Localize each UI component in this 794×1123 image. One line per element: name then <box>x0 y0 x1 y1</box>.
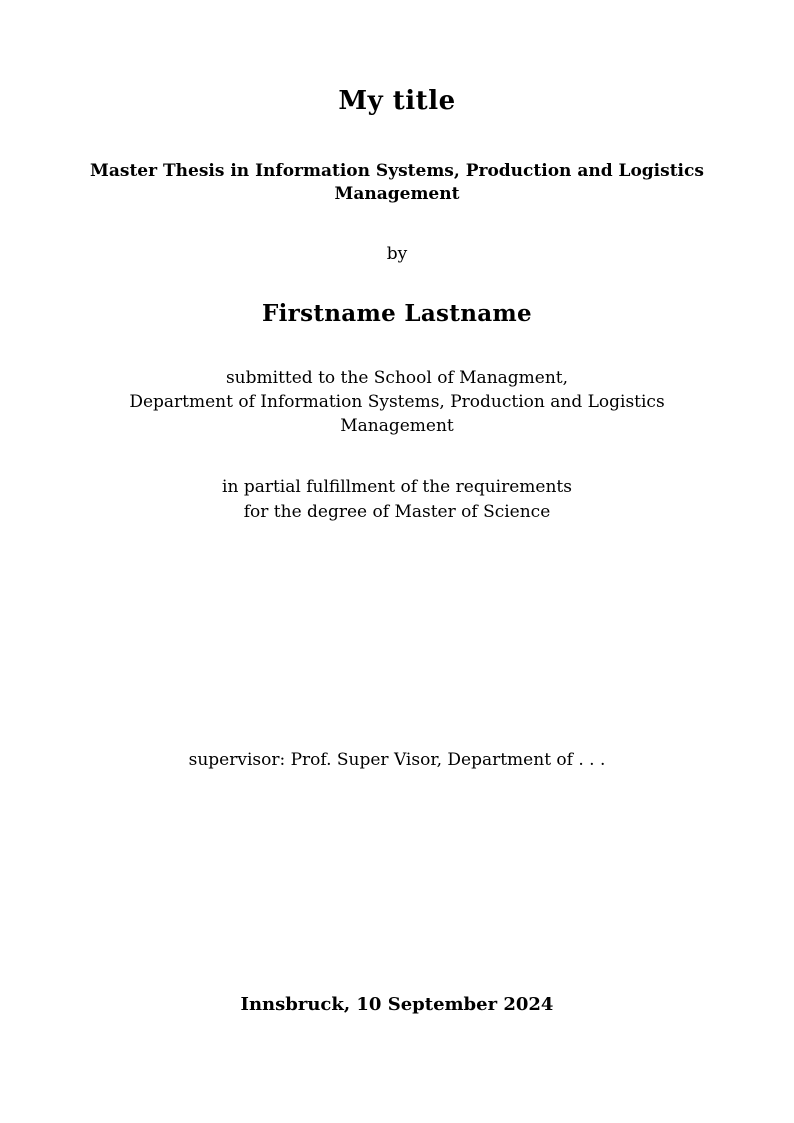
submission-statement <box>0 366 794 438</box>
byline: by <box>386 244 408 264</box>
submission-statement-line: Department of Information Systems, Production and Logistics <box>129 392 665 412</box>
degree-statement-line: in partial fulfillment of the requirements <box>222 477 572 497</box>
submission-statement-line: Management <box>340 416 454 436</box>
thesis-subtitle-line: Master Thesis in Information Systems, Production and Logistics <box>90 161 704 181</box>
thesis-subtitle-line: Management <box>334 184 460 204</box>
place-date-line: Innsbruck, 10 September 2024 <box>240 994 554 1015</box>
thesis-subtitle <box>0 160 794 206</box>
page-title: My title <box>338 86 456 116</box>
degree-statement <box>0 475 794 525</box>
author-name: Firstname Lastname <box>261 300 532 327</box>
degree-statement-line: for the degree of Master of Science <box>243 502 551 522</box>
supervisor-line: supervisor: Prof. Super Visor, Department of . . . <box>188 750 606 770</box>
submission-statement-line: submitted to the School of Managment, <box>225 368 569 388</box>
